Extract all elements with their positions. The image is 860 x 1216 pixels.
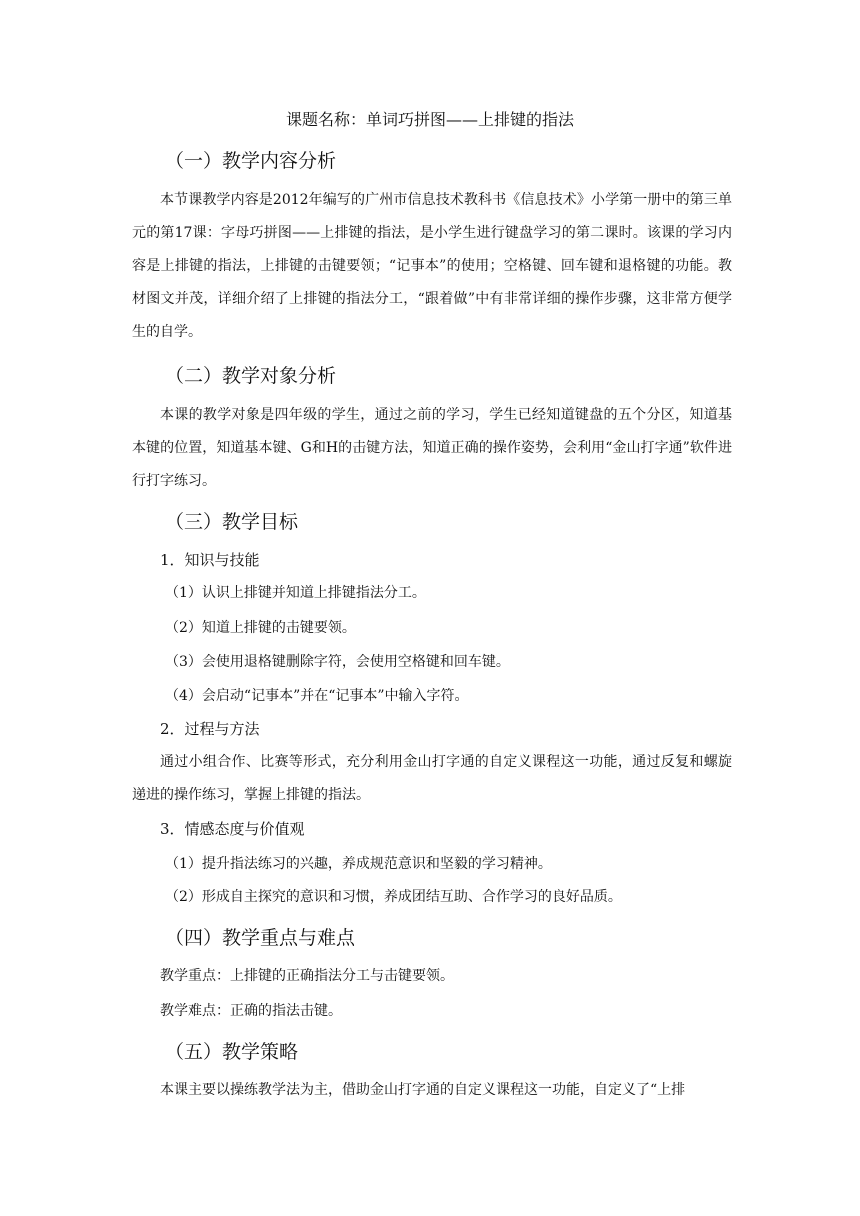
objective-item: （3）会使用退格键删除字符，会使用空格键和回车键。 — [165, 654, 510, 670]
difficulty-line: 教学难点：正确的指法击键。 — [160, 1003, 342, 1019]
subheading-process-method: 2．过程与方法 — [160, 720, 260, 738]
paragraph-strategy: 本课主要以操练教学法为主，借助金山打字通的自定义课程这一功能，自定义了“上排 — [160, 1082, 686, 1098]
paragraph-process-method: 通过小组合作、比赛等形式，充分利用金山打字通的自定义课程这一功能，通过反复和螺旋递进的操作练习，掌握上排键的指法。 — [132, 754, 732, 803]
lesson-title: 课题名称：单词巧拼图——上排键的指法 — [285, 110, 574, 129]
section-heading-content-analysis: （一）教学内容分析 — [165, 150, 337, 172]
section-heading-student-analysis: （二）教学对象分析 — [165, 365, 337, 387]
attitude-item: （1）提升指法练习的兴趣，养成规范意识和坚毅的学习精神。 — [165, 856, 552, 872]
subheading-knowledge-skills: 1．知识与技能 — [160, 551, 260, 569]
attitude-item: （2）形成自主探究的意识和习惯，养成团结互助、合作学习的良好品质。 — [165, 889, 622, 905]
paragraph-content-analysis: 本节课教学内容是2012年编写的广州市信息技术教科书《信息技术》小学第一册中的第三单元的第17课：字母巧拼图——上排键的指法，是小学生进行键盘学习的第二课时。该课的学习内容是上排键的指法，上排键的击键要领；“记事本”的使用；空格键、回车键和退格键的功能。教材图文并茂，详细介绍了上排键的指法分工，“跟着做”中有非常详细的操作步骤，这非常方便学生的自学。 — [132, 192, 732, 340]
paragraph-student-analysis: 本课的教学对象是四年级的学生，通过之前的学习，学生已经知道键盘的五个分区，知道基本键的位置，知道基本键、G和H的击键方法，知道正确的操作姿势，会利用“金山打字通”软件进行打字练习。 — [132, 407, 732, 489]
key-point-line: 教学重点：上排键的正确指法分工与击键要领。 — [160, 968, 454, 984]
subheading-attitude-values: 3．情感态度与价值观 — [160, 820, 305, 838]
section-heading-key-points: （四）教学重点与难点 — [165, 927, 356, 949]
objective-item: （2）知道上排键的击键要领。 — [165, 620, 356, 636]
objective-item: （4）会启动“记事本”并在“记事本”中输入字符。 — [165, 688, 469, 704]
objective-item: （1）认识上排键并知道上排键指法分工。 — [165, 585, 426, 601]
section-heading-strategy: （五）教学策略 — [165, 1041, 299, 1063]
section-heading-objectives: （三）教学目标 — [165, 511, 299, 533]
